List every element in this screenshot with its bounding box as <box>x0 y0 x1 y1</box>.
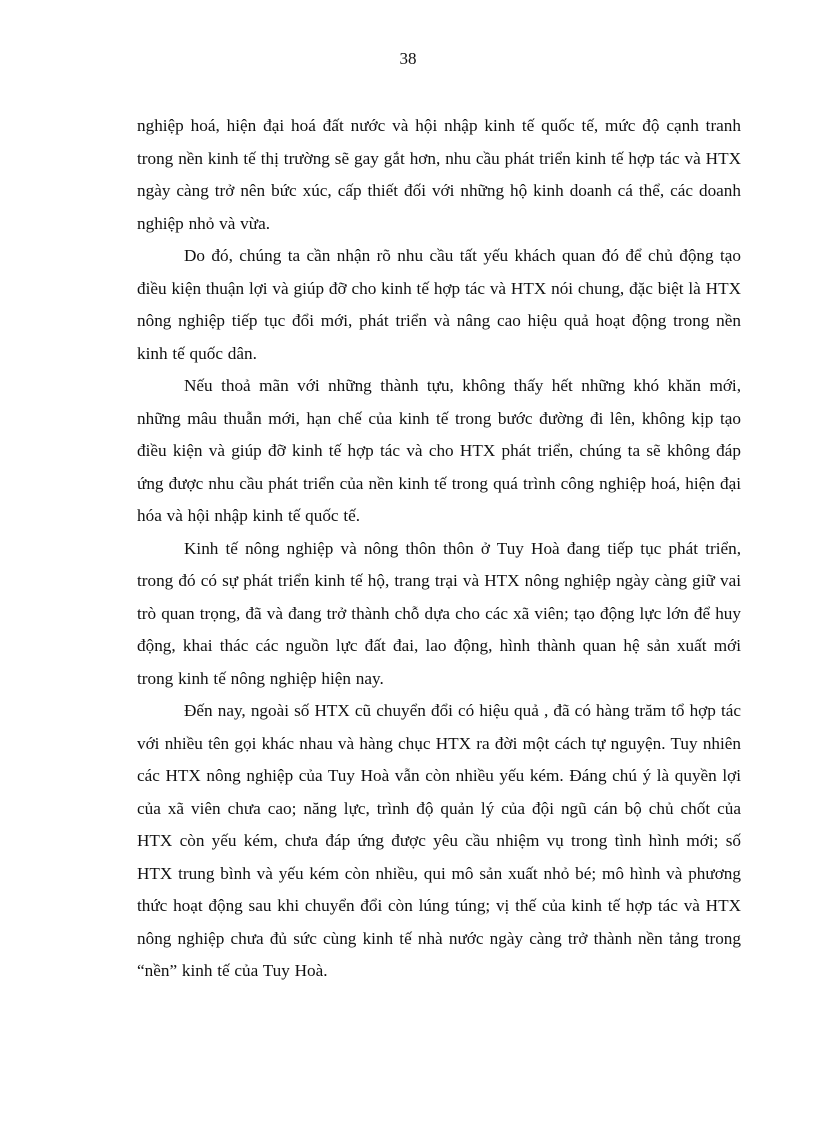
page-number: 38 <box>399 49 417 68</box>
paragraph: Đến nay, ngoài số HTX cũ chuyển đổi có hiệu quả , đã có hàng trăm tổ hợp tác với nhiều tên gọi khác nhau và hàng chục HTX ra đời một cách tự nguyện. Tuy nhiên các HTX nông nghiệp của Tuy Hoà vẫn còn nhiều yếu kém. Đáng chú ý là quyền lợi của xã viên chưa cao; năng lực, trình độ quản lý của đội ngũ cán bộ chủ chốt của HTX còn yếu kém, chưa đáp ứng được yêu cầu nhiệm vụ trong tình hình mới; số HTX trung bình và yếu kém còn nhiều, qui mô sản xuất nhỏ bé; mô hình và phương thức hoạt động sau khi chuyển đổi còn lúng túng; vị thế của kinh tế hợp tác và HTX nông nghiệp chưa đủ sức cùng kinh tế nhà nước ngày càng trở thành nền tảng trong “nền” kinh tế của Tuy Hoà. <box>137 701 741 980</box>
paragraph: Kinh tế nông nghiệp và nông thôn thôn ở Tuy Hoà đang tiếp tục phát triển, trong đó có sự phát triển kinh tế hộ, trang trại và HTX nông nghiệp ngày càng giữ vai trò quan trọng, đã và đang trở thành chỗ dựa cho các xã viên; tạo động lực lớn để huy động, khai thác các nguồn lực đất đai, lao động, hình thành quan hệ sản xuất mới trong kinh tế nông nghiệp hiện nay. <box>137 538 741 688</box>
body-text <box>137 110 741 988</box>
paragraph: Nếu thoả mãn với những thành tựu, không thấy hết những khó khăn mới, những mâu thuẫn mới, hạn chế của kinh tế trong bước đường đi lên, không kịp tạo điều kiện và giúp đỡ kinh tế hợp tác và cho HTX phát triển, chúng ta sẽ không đáp ứng được nhu cầu phát triển của nền kinh tế trong quá trình công nghiệp hoá, hiện đại hóa và hội nhập kinh tế quốc tế. <box>137 376 741 525</box>
paragraph-continuation: nghiệp hoá, hiện đại hoá đất nước và hội nhập kinh tế quốc tế, mức độ cạnh tranh trong nền kinh tế thị trường sẽ gay gắt hơn, nhu cầu phát triển kinh tế hợp tác và HTX ngày càng trở nên bức xúc, cấp thiết đối với những hộ kinh doanh cá thể, các doanh nghiệp nhỏ và vừa. <box>137 116 741 233</box>
paragraph: Do đó, chúng ta cần nhận rõ nhu cầu tất yếu khách quan đó để chủ động tạo điều kiện thuận lợi và giúp đỡ cho kinh tế hợp tác và HTX nói chung, đặc biệt là HTX nông nghiệp tiếp tục đổi mới, phát triển và nâng cao hiệu quả hoạt động trong nền kinh tế quốc dân. <box>137 246 741 363</box>
